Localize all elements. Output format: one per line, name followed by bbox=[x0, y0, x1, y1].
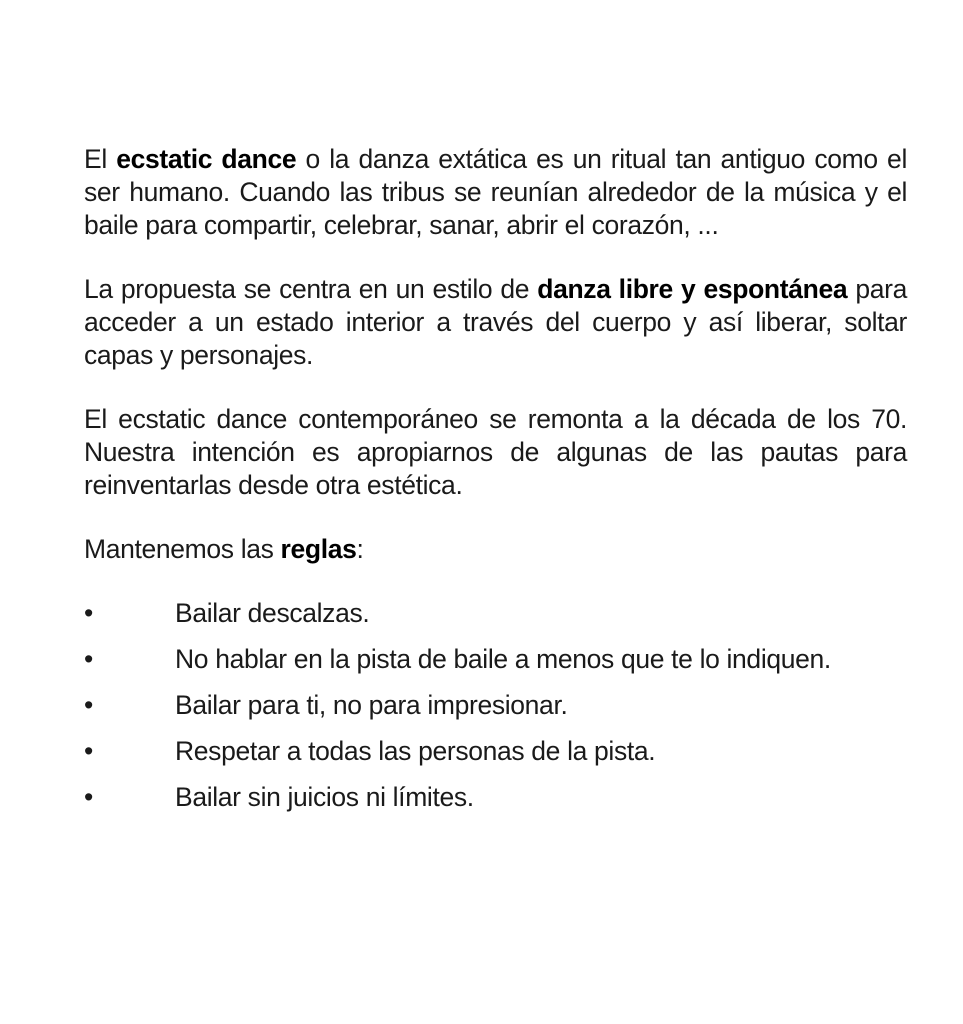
rule-text: Bailar para ti, no para impresionar. bbox=[175, 690, 568, 720]
history-paragraph: El ecstatic dance contemporáneo se remonta a la década de los 70. Nuestra intención es apropiarnos de algunas de las pautas para reinventarlas desde otra estética. bbox=[84, 404, 907, 500]
list-item bbox=[84, 689, 907, 722]
intro-paragraph bbox=[84, 143, 907, 242]
list-item bbox=[84, 735, 907, 768]
rules-bold-term: reglas bbox=[280, 534, 357, 564]
document-page bbox=[84, 143, 907, 827]
rule-text: No hablar en la pista de baile a menos que te lo indiquen. bbox=[175, 644, 831, 674]
bullet-icon: • bbox=[84, 736, 93, 766]
bullet-icon: • bbox=[84, 782, 93, 812]
intro-bold-term: ecstatic dance bbox=[116, 144, 297, 174]
list-item bbox=[84, 597, 907, 630]
bullet-icon: • bbox=[84, 598, 93, 628]
intro-text-start: El bbox=[84, 144, 117, 174]
rule-text: Bailar descalzas. bbox=[175, 598, 370, 628]
intro-text-end: o la danza extática es un ritual tan antiguo como el ser humano. Cuando las tribus se reunían alrededor de la música y el baile para compartir, celebrar, sanar, abrir el corazón, ... bbox=[84, 144, 907, 240]
proposal-paragraph bbox=[84, 273, 907, 372]
rules-list bbox=[84, 597, 907, 814]
list-item bbox=[84, 643, 907, 676]
rules-intro-colon: : bbox=[356, 534, 364, 564]
rule-text: Bailar sin juicios ni límites. bbox=[175, 782, 474, 812]
rule-text: Respetar a todas las personas de la pista. bbox=[175, 736, 656, 766]
proposal-bold-term: danza libre y espontánea bbox=[537, 274, 848, 304]
proposal-text-start: La propuesta se centra en un estilo de bbox=[84, 274, 538, 304]
rules-intro-paragraph bbox=[84, 533, 907, 566]
rules-intro-text: Mantenemos las bbox=[84, 534, 281, 564]
bullet-icon: • bbox=[84, 644, 93, 674]
bullet-icon: • bbox=[84, 690, 93, 720]
proposal-text-end: para acceder a un estado interior a través del cuerpo y así liberar, soltar capas y personajes. bbox=[84, 274, 907, 370]
list-item bbox=[84, 781, 907, 814]
